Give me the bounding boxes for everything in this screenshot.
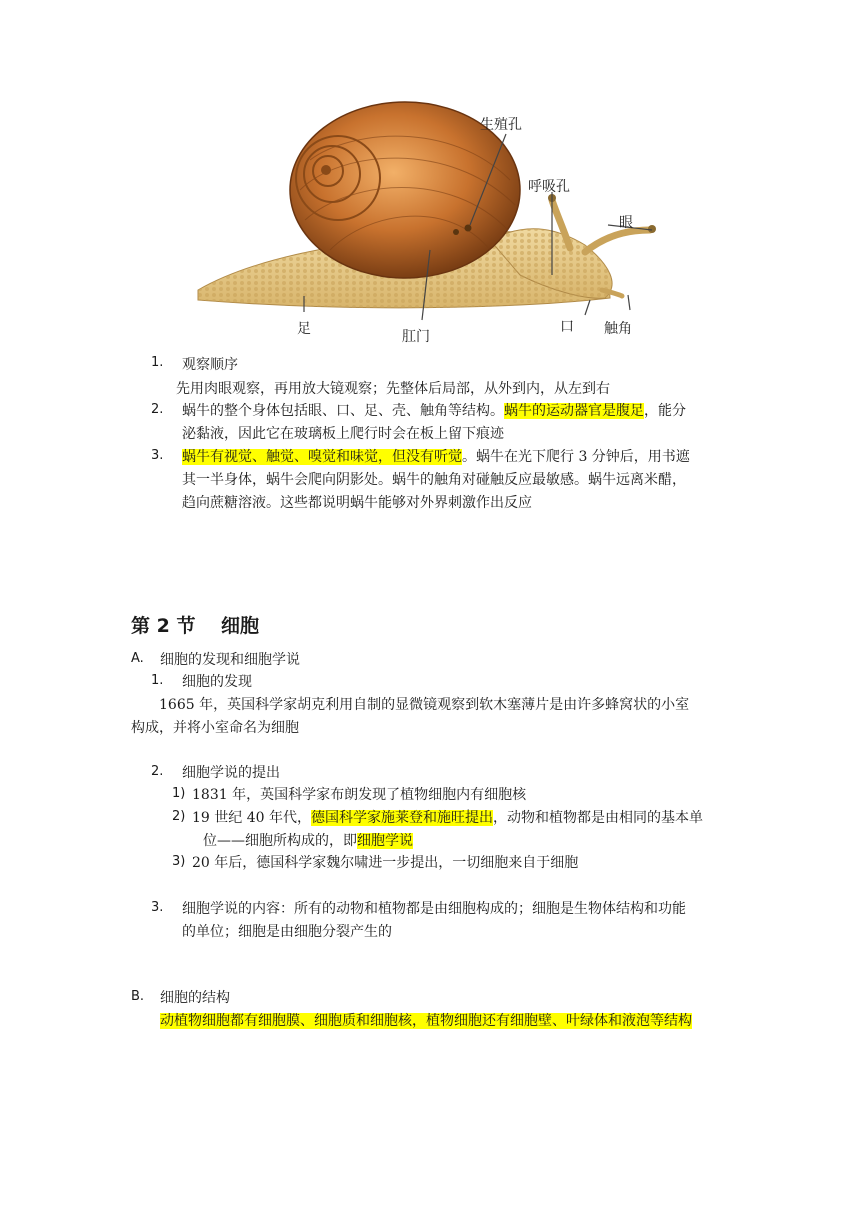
snail-item-3-line-2: 其一半身体，蜗牛会爬向阴影处。蜗牛的触角对碰触反应最敏感。蜗牛远离米醋， — [182, 472, 686, 488]
sub-3-text: 20 年后，德国科学家魏尔啸进一步提出，一切细胞来自于细胞 — [192, 855, 579, 871]
part-b-highlight-text: 动植物细胞都有细胞膜、细胞质和细胞核，植物细胞还有细胞壁、叶绿体和液泡等结构 — [160, 1013, 692, 1029]
label-breathing-pore: 呼吸孔 — [528, 179, 570, 195]
item-2-title: 细胞学说的提出 — [182, 765, 280, 781]
label-mouth: 口 — [560, 319, 574, 335]
highlight-locomotion: 蜗牛的运动器官是腹足 — [504, 403, 644, 419]
snail-item-3-line-3: 趋向蔗糖溶液。这些都说明蜗牛能够对外界刺激作出反应 — [182, 495, 532, 511]
label-foot: 足 — [297, 321, 311, 337]
part-a-title: 细胞的发现和细胞学说 — [160, 652, 300, 668]
label-eye: 眼 — [619, 215, 633, 231]
sub-2-line-1: 19 世纪 40 年代，德国科学家施莱登和施旺提出，动物和植物都是由相同的基本单 — [192, 810, 703, 826]
snail-item-3-line-1: 蜗牛有视觉、触觉、嗅觉和味觉，但没有听觉。蜗牛在光下爬行 3 分钟后，用书遮 — [182, 449, 690, 465]
snail-item-3-number: 3. — [151, 448, 164, 463]
item-1-number: 1. — [151, 673, 164, 688]
item-1-title: 细胞的发现 — [182, 674, 252, 690]
snail-item-2-line-1: 蜗牛的整个身体包括眼、口、足、壳、触角等结构。蜗牛的运动器官是腹足，能分 — [182, 403, 686, 419]
sub-2-number: 2) — [172, 809, 186, 824]
snail-item-1-text: 先用肉眼观察，再用放大镜观察；先整体后局部，从外到内，从左到右 — [176, 381, 610, 397]
item-2-number: 2. — [151, 764, 164, 779]
part-b-title: 细胞的结构 — [160, 990, 230, 1006]
snail-tentacle-upper — [585, 230, 650, 252]
snail-figure — [190, 100, 670, 350]
highlight-senses: 蜗牛有视觉、触觉、嗅觉和味觉，但没有听觉 — [182, 449, 462, 465]
part-a-marker: A. — [131, 651, 144, 666]
label-anus: 肛门 — [402, 329, 430, 345]
snail-item-1-title: 观察顺序 — [182, 357, 238, 373]
sub-2-line-2: 位——细胞所构成的，即细胞学说 — [203, 833, 413, 849]
snail-item-1-number: 1. — [151, 355, 164, 370]
item-3-number: 3. — [151, 900, 164, 915]
highlight-schleiden-schwann: 德国科学家施莱登和施旺提出 — [310, 810, 493, 826]
sub-1-number: 1) — [172, 786, 186, 801]
section-title: 细胞 — [221, 615, 260, 637]
item-3-line-2: 的单位；细胞是由细胞分裂产生的 — [182, 924, 392, 940]
sub-1-text: 1831 年，英国科学家布朗发现了植物细胞内有细胞核 — [192, 787, 527, 803]
part-b-marker: B. — [131, 989, 145, 1004]
label-tentacle: 触角 — [604, 321, 632, 337]
section-number: 第 2 节 — [131, 615, 196, 637]
highlight-cell-theory: 细胞学说 — [357, 833, 413, 849]
sub-3-number: 3) — [172, 854, 186, 869]
item-1-paragraph-line-1: 1665 年，英国科学家胡克利用自制的显微镜观察到软木塞薄片是由许多蜂窝状的小室 — [159, 697, 690, 713]
snail-item-2-line-2: 泌黏液，因此它在玻璃板上爬行时会在板上留下痕迹 — [182, 426, 504, 442]
item-1-paragraph-line-2: 构成，并将小室命名为细胞 — [131, 720, 299, 736]
item-3-line-1: 细胞学说的内容：所有的动物和植物都是由细胞构成的；细胞是生物体结构和功能 — [182, 901, 686, 917]
label-genital-pore: 生殖孔 — [480, 117, 522, 133]
snail-item-2-number: 2. — [151, 402, 164, 417]
